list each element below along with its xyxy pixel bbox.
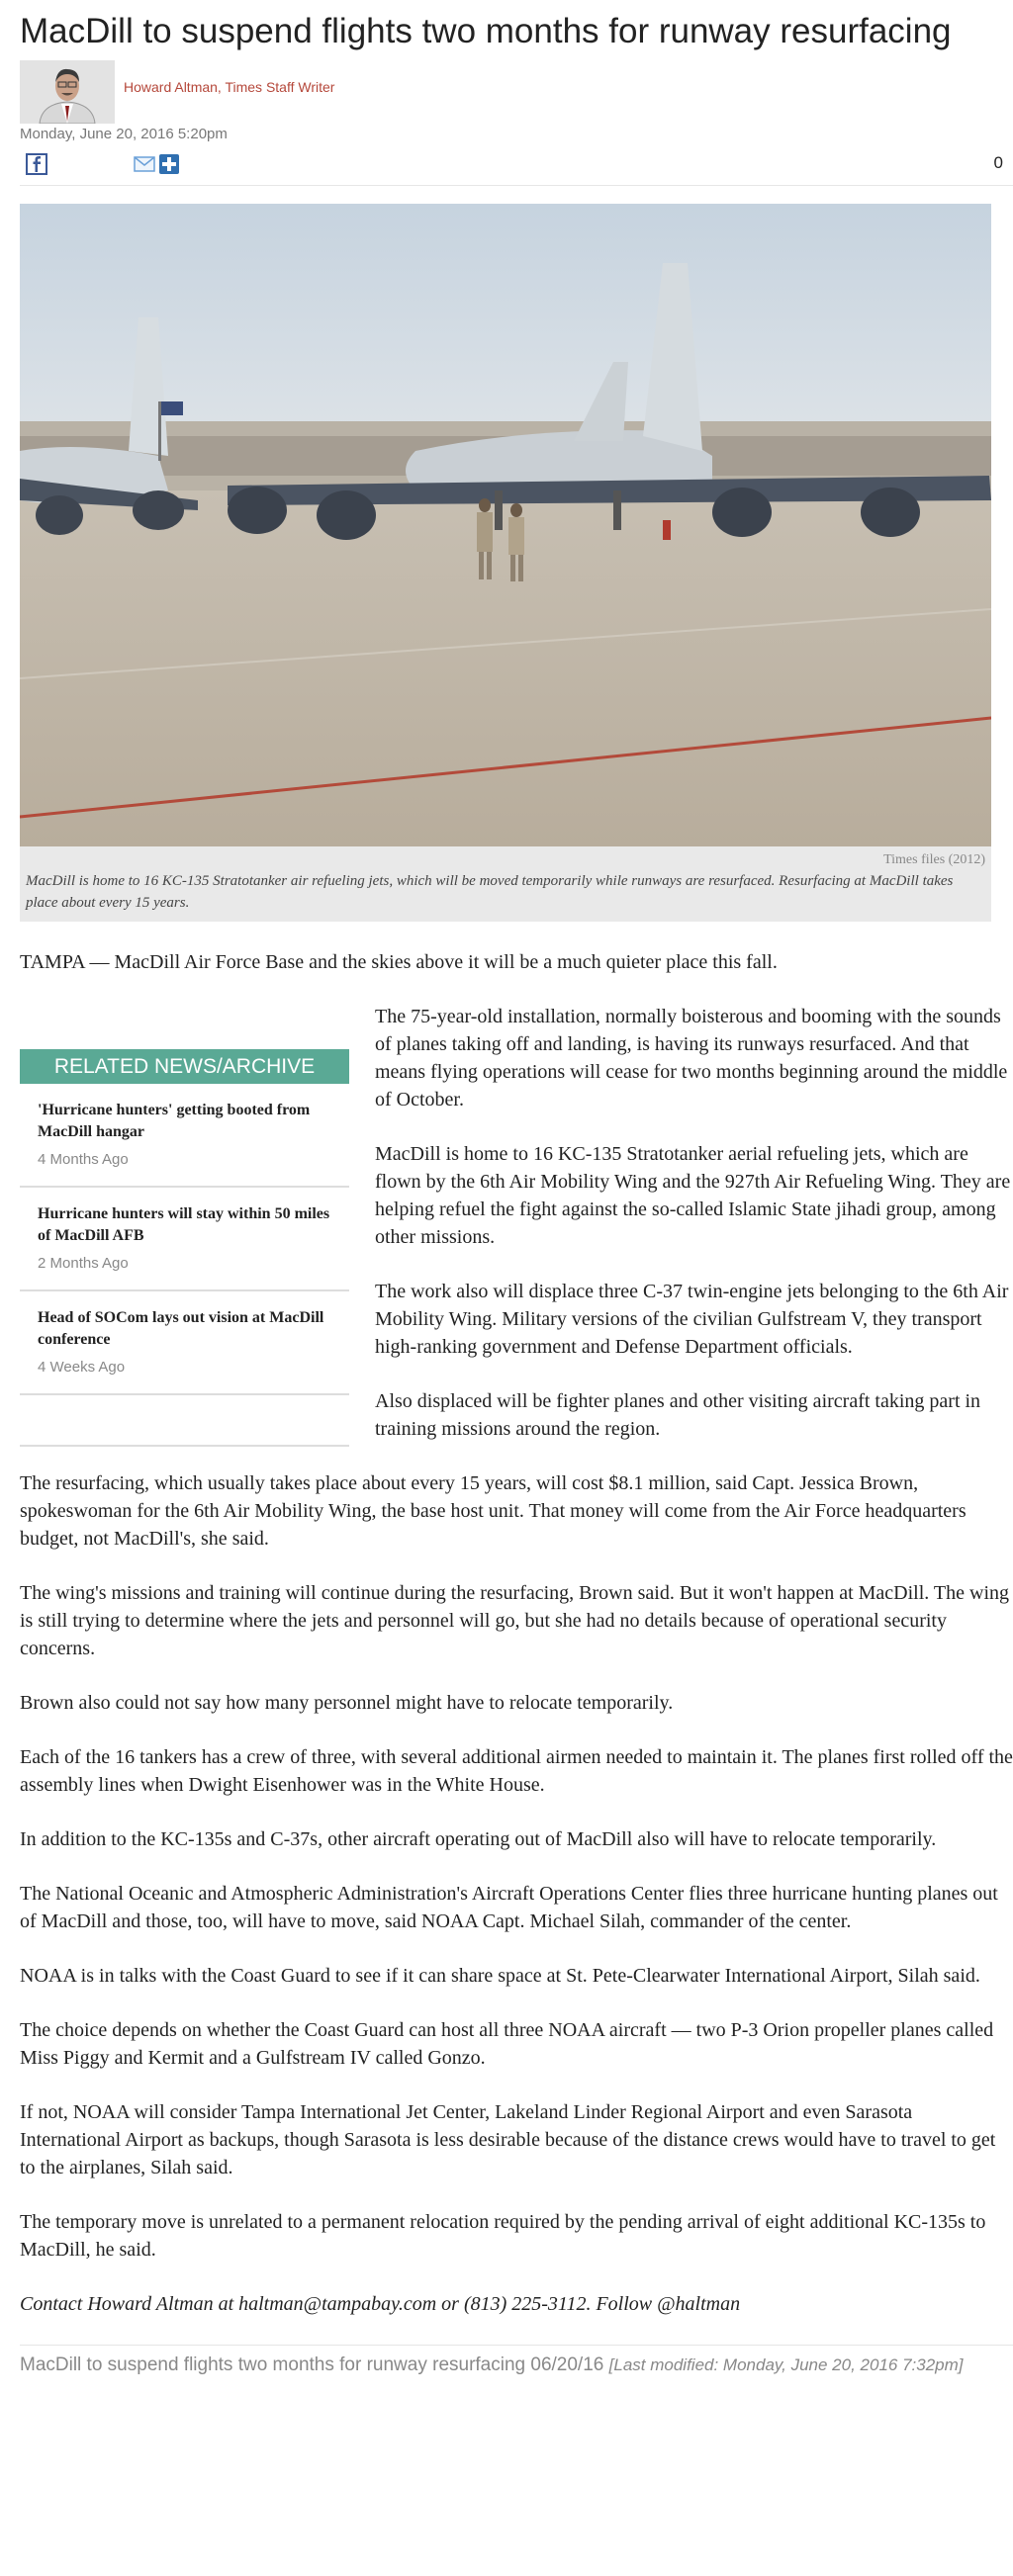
body-paragraph: If not, NOAA will consider Tampa International Jet Center, Lakeland Linder Regional Airport and even Sarasota International Airport as backups, though Sarasota is less desirable because of the distance crews would have to travel to get to the airplanes, Silah said. xyxy=(20,2101,996,2178)
byline xyxy=(20,58,1013,124)
article-body xyxy=(20,948,1013,2318)
photo-credit: Times files (2012) xyxy=(883,852,985,867)
body-paragraph: The 75-year-old installation, normally boisterous and booming with the sounds of planes taking off and landing, is having its runways resurfaced. And that means flying operations will cease for two months beginning around the middle of October. xyxy=(375,1006,1008,1110)
related-item-age: 4 Months Ago xyxy=(38,1151,129,1168)
article-title: MacDill to suspend flights two months for runway resurfacing xyxy=(20,12,952,50)
body-paragraph: In addition to the KC-135s and C-37s, other aircraft operating out of MacDill also will have to relocate temporarily. xyxy=(20,1828,937,1850)
body-paragraph: Each of the 16 tankers has a crew of three, with several additional airmen needed to maintain it. The planes first rolled off the assembly lines when Dwight Eisenhower was in the White House. xyxy=(20,1746,1013,1796)
publish-date: Monday, June 20, 2016 5:20pm xyxy=(20,126,228,142)
article-footer xyxy=(20,2345,1013,2379)
share-count: 0 xyxy=(993,153,1003,172)
related-item-title[interactable]: 'Hurricane hunters' getting booted from MacDill hangar xyxy=(38,1102,311,1140)
article-photo[interactable] xyxy=(20,204,991,846)
related-item-title[interactable]: Hurricane hunters will stay within 50 miles of MacDill AFB xyxy=(38,1205,330,1244)
author-name[interactable]: Howard Altman, Times Staff Writer xyxy=(124,79,335,95)
related-news-box xyxy=(20,1049,349,1447)
share-bar xyxy=(20,145,1013,186)
body-paragraph: Brown also could not say how many personnel might have to relocate temporarily. xyxy=(20,1692,674,1714)
body-paragraph: The work also will displace three C-37 twin-engine jets belonging to the 6th Air Mobility Wing. Military versions of the civilian Gulfstream V, they transport high-ranking government and Defense Department officials. xyxy=(375,1281,1009,1358)
related-item-age: 2 Months Ago xyxy=(38,1255,129,1272)
article-page xyxy=(20,0,1013,2379)
related-item-title[interactable]: Head of SOCom lays out vision at MacDill conference xyxy=(38,1309,324,1348)
facebook-icon[interactable] xyxy=(26,153,47,175)
body-paragraph: Also displaced will be fighter planes and other visiting aircraft taking part in training missions around the region. xyxy=(375,1390,981,1440)
plus-share-icon[interactable] xyxy=(158,153,180,175)
article-photo-block xyxy=(20,204,991,922)
body-paragraph: The resurfacing, which usually takes place about every 15 years, will cost $8.1 million, said Capt. Jessica Brown, spokeswoman for the 6th Air Mobility Wing, the base host unit. That money will come from the Air Force headquarters budget, not MacDill's, she said. xyxy=(20,1472,967,1550)
author-avatar[interactable] xyxy=(20,60,115,124)
related-heading: RELATED NEWS/ARCHIVE xyxy=(20,1049,349,1084)
body-paragraph: The National Oceanic and Atmospheric Administration's Aircraft Operations Center flies three hurricane hunting planes out of MacDill and those, too, will have to move, said NOAA Capt. Michael Silah, commander of the center. xyxy=(20,1883,998,1932)
footer-title: MacDill to suspend flights two months for runway resurfacing 06/20/16 xyxy=(20,2354,604,2375)
lead-paragraph: TAMPA — MacDill Air Force Base and the skies above it will be a much quieter place this fall. xyxy=(20,951,778,973)
body-paragraph: NOAA is in talks with the Coast Guard to see if it can share space at St. Pete-Clearwater International Airport, Silah said. xyxy=(20,1965,980,1987)
body-paragraph: MacDill is home to 16 KC-135 Stratotanker aerial refueling jets, which are flown by the 6th Air Mobility Wing and the 927th Air Refueling Wing. They are helping refuel the fight against the so-called Islamic State jihadi group, among other missions. xyxy=(375,1143,1011,1248)
related-item[interactable] xyxy=(20,1188,349,1291)
related-item-age: 4 Weeks Ago xyxy=(38,1359,126,1376)
related-divider xyxy=(20,1395,349,1447)
body-paragraph: The wing's missions and training will continue during the resurfacing, Brown said. But it won't happen at MacDill. The wing is still trying to determine where the jets and personnel will go, but she had no details because of operational security concerns. xyxy=(20,1582,1010,1659)
related-item[interactable] xyxy=(20,1084,349,1188)
contact-line: Contact Howard Altman at haltman@tampabay.com or (813) 225-3112. Follow @haltman xyxy=(20,2293,741,2315)
last-modified: [Last modified: Monday, June 20, 2016 7:32pm] xyxy=(608,2355,964,2374)
related-item[interactable] xyxy=(20,1291,349,1395)
body-paragraph: The temporary move is unrelated to a permanent relocation required by the pending arrival of eight additional KC-135s to MacDill, he said. xyxy=(20,2211,986,2261)
body-paragraph: The choice depends on whether the Coast Guard can host all three NOAA aircraft — two P-3 Orion propeller planes called Miss Piggy and Kermit and a Gulfstream IV called Gonzo. xyxy=(20,2019,994,2069)
photo-caption: MacDill is home to 16 KC-135 Stratotanker air refueling jets, which will be moved temporarily while runways are resurfaced. Resurfacing at MacDill takes place about every 15 years. xyxy=(26,873,954,911)
email-icon[interactable] xyxy=(134,153,155,175)
